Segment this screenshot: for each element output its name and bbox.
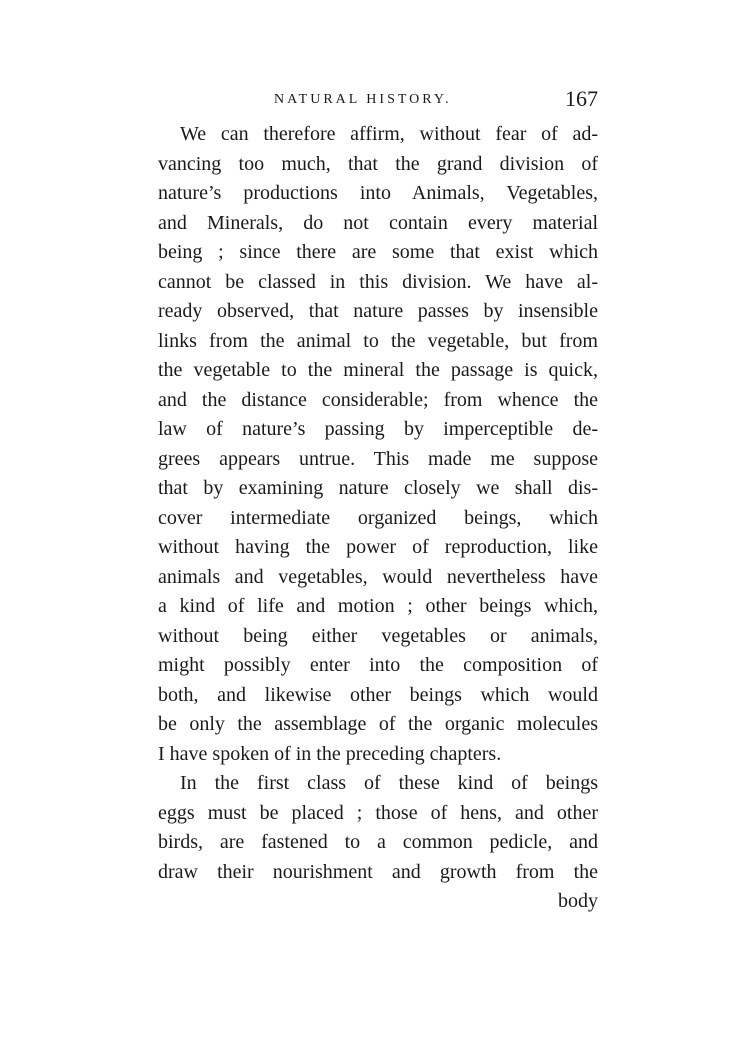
text-line: law of nature’s passing by imperceptible de- (158, 418, 598, 440)
text-line: and Minerals, do not contain every material (158, 211, 598, 234)
text-line: being ; since there are some that exist which (158, 241, 598, 263)
text-line: cannot be classed in this division. We have al- (158, 270, 598, 293)
text-line: both, and likewise other beings which would (158, 683, 598, 706)
text-line: cover intermediate organized beings, which (158, 506, 598, 529)
text-line: In the first class of these kind of beings (180, 772, 598, 794)
text-line: ready observed, that nature passes by insensible (158, 300, 598, 322)
text-line: the vegetable to the mineral the passage is quick, (158, 359, 598, 381)
text-line: that by examining nature closely we shall dis- (158, 477, 598, 499)
text-line: without being either vegetables or animals, (158, 624, 598, 647)
text-line: I have spoken of in the preceding chapters. (158, 742, 502, 765)
text-line: and the distance considerable; from whence the (158, 388, 598, 411)
catchword: body (558, 890, 598, 912)
text-line: animals and vegetables, would nevertheless have (158, 565, 598, 588)
page-number: 167 (565, 86, 598, 111)
body-text (158, 120, 598, 917)
text-line: without having the power of reproduction, like (158, 536, 598, 558)
text-line: a kind of life and motion ; other beings which, (158, 595, 598, 617)
text-line: nature’s productions into Animals, Vegetables, (158, 182, 598, 204)
running-head (158, 86, 598, 116)
text-line: birds, are fastened to a common pedicle, and (158, 831, 598, 853)
text-line: We can therefore affirm, without fear of ad- (180, 123, 598, 145)
text-line: be only the assemblage of the organic molecules (158, 713, 598, 735)
text-line: eggs must be placed ; those of hens, and other (158, 801, 598, 824)
text-line: links from the animal to the vegetable, but from (158, 329, 598, 352)
running-title: NATURAL HISTORY. (274, 92, 452, 107)
text-line: might possibly enter into the composition of (158, 654, 598, 676)
text-line: grees appears untrue. This made me suppose (158, 447, 598, 470)
text-line: vancing too much, that the grand division of (158, 152, 598, 175)
text-line: draw their nourishment and growth from the (158, 860, 598, 883)
